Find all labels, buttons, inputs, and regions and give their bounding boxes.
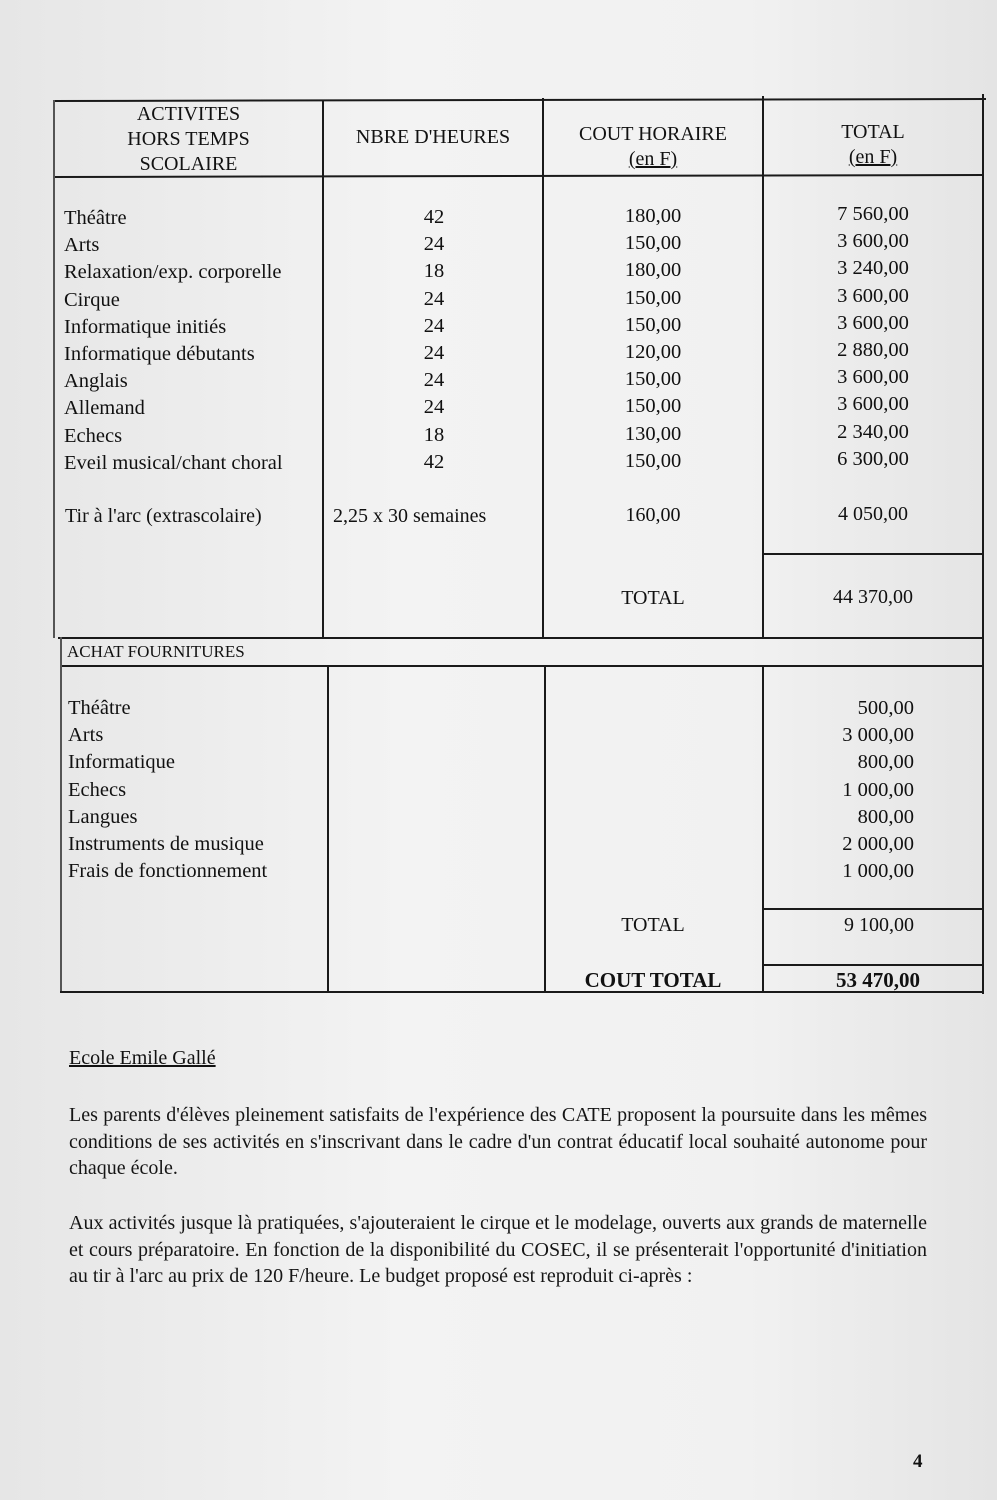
supply-total: 1 000,00 <box>842 860 914 883</box>
page-number: 4 <box>913 1451 923 1472</box>
header-total: TOTAL (en F) <box>841 121 905 168</box>
rate-value: 150,00 <box>624 395 682 418</box>
rate-value: 150,00 <box>624 286 682 309</box>
rate-value: 150,00 <box>624 232 682 255</box>
hours-value: 42 <box>423 206 445 228</box>
rate-value: 180,00 <box>624 205 682 227</box>
activity-name: Allemand <box>64 397 145 420</box>
header-hours: NBRE D'HEURES <box>355 126 511 148</box>
activity-name: Cirque <box>64 288 120 311</box>
activity-name: Anglais <box>64 370 128 393</box>
activities-total-value: 44 370,00 <box>833 586 913 608</box>
activity-names <box>64 205 283 477</box>
activity-name: Echecs <box>64 424 123 447</box>
col-divider-1-lower <box>327 666 329 992</box>
activity-name: Arts <box>64 234 100 257</box>
activities-total-label: TOTAL <box>621 587 685 609</box>
total-value: 3 600,00 <box>837 284 909 307</box>
supply-names <box>68 695 267 885</box>
supply-totals <box>764 695 914 885</box>
table-border-left <box>53 100 55 638</box>
total-value: 6 300,00 <box>837 447 909 470</box>
total-value: 3 600,00 <box>837 393 909 416</box>
rate-value: 120,00 <box>624 340 682 363</box>
activity-hours <box>324 204 544 476</box>
activity-name: Eveil musical/chant choral <box>64 451 283 474</box>
total-value: 3 600,00 <box>837 311 909 334</box>
subtotal-rule-2 <box>762 908 983 910</box>
supply-total: 2 000,00 <box>842 832 914 855</box>
total-value: 3 240,00 <box>837 257 909 280</box>
hours-value: 24 <box>423 341 445 364</box>
supplies-total-label: TOTAL <box>621 914 685 936</box>
supply-name: Informatique <box>68 751 176 774</box>
archery-name: Tir à l'arc (extrascolaire) <box>65 505 262 527</box>
total-value: 2 340,00 <box>837 420 909 443</box>
hours-value: 24 <box>423 369 445 392</box>
supply-total: 800,00 <box>857 751 914 774</box>
rate-value: 150,00 <box>624 313 682 336</box>
supply-total: 1 000,00 <box>842 778 914 801</box>
total-value: 3 600,00 <box>837 366 909 389</box>
supply-name: Frais de fonctionnement <box>68 860 268 883</box>
supplies-total-value: 9 100,00 <box>844 914 914 936</box>
hours-value: 18 <box>423 423 445 446</box>
rate-value: 130,00 <box>624 422 682 445</box>
archery-total: 4 050,00 <box>838 503 908 525</box>
activity-name: Informatique débutants <box>64 342 255 365</box>
supply-name: Echecs <box>68 778 127 801</box>
table-border-left-lower <box>60 637 62 992</box>
supplies-heading-bottom <box>60 665 983 667</box>
grand-total-value: 53 470,00 <box>836 968 920 992</box>
activity-name: Informatique initiés <box>64 315 227 338</box>
supply-name: Langues <box>68 805 138 828</box>
hours-value: 42 <box>423 450 445 473</box>
header-activities: ACTIVITES HORS TEMPS SCOLAIRE <box>127 103 250 175</box>
paragraph-2: Aux activités jusque là pratiquées, s'ajouteraient le cirque et le modelage, ouverts aux grands de maternelle et cours préparatoire. En fonction de la disponibilité du COSEC, il se présenterait l'opportunité d'initiation au tir à l'arc au prix de 120 F/heure. Le budget proposé est reproduit ci-après : <box>69 1212 927 1287</box>
grand-total-label: COUT TOTAL <box>584 968 722 992</box>
rate-value: 150,00 <box>624 449 682 472</box>
total-value: 3 600,00 <box>837 230 909 253</box>
supply-name: Théâtre <box>68 697 131 719</box>
paragraph-1: Les parents d'élèves pleinement satisfaits de l'expérience des CATE proposent la poursuite dans les mêmes conditions de ses activités en s'inscrivant dans le cadre d'un contrat éducatif local souhaité autonome pour chaque école. <box>69 1104 927 1179</box>
supply-total: 800,00 <box>857 805 914 828</box>
hours-value: 18 <box>423 260 445 283</box>
supplies-heading: ACHAT FOURNITURES <box>67 642 245 661</box>
activity-rates <box>544 203 762 475</box>
header-hourly-cost: COUT HORAIRE (en F) <box>579 123 727 170</box>
subtotal-rule-1 <box>762 553 983 555</box>
hours-value: 24 <box>423 396 445 419</box>
rate-value: 150,00 <box>624 368 682 391</box>
supply-total: 500,00 <box>857 697 914 719</box>
grand-total-rule <box>762 964 983 966</box>
section-title: Ecole Emile Gallé <box>69 1047 216 1069</box>
supply-total: 3 000,00 <box>842 724 914 747</box>
activity-name: Théâtre <box>64 207 127 229</box>
hours-value: 24 <box>423 233 445 256</box>
total-value: 2 880,00 <box>837 338 909 361</box>
supply-name: Arts <box>68 724 104 747</box>
table-border-right <box>982 94 984 994</box>
rate-value: 180,00 <box>624 259 682 282</box>
total-value: 7 560,00 <box>837 203 909 225</box>
supply-name: Instruments de musique <box>68 832 264 855</box>
activity-name: Relaxation/exp. corporelle <box>64 261 282 284</box>
col-divider-2-lower <box>544 666 546 992</box>
hours-value: 24 <box>423 314 445 337</box>
archery-hours: 2,25 x 30 semaines <box>333 505 487 527</box>
hours-value: 24 <box>423 287 445 310</box>
archery-rate: 160,00 <box>625 504 681 526</box>
activity-totals <box>764 201 982 473</box>
